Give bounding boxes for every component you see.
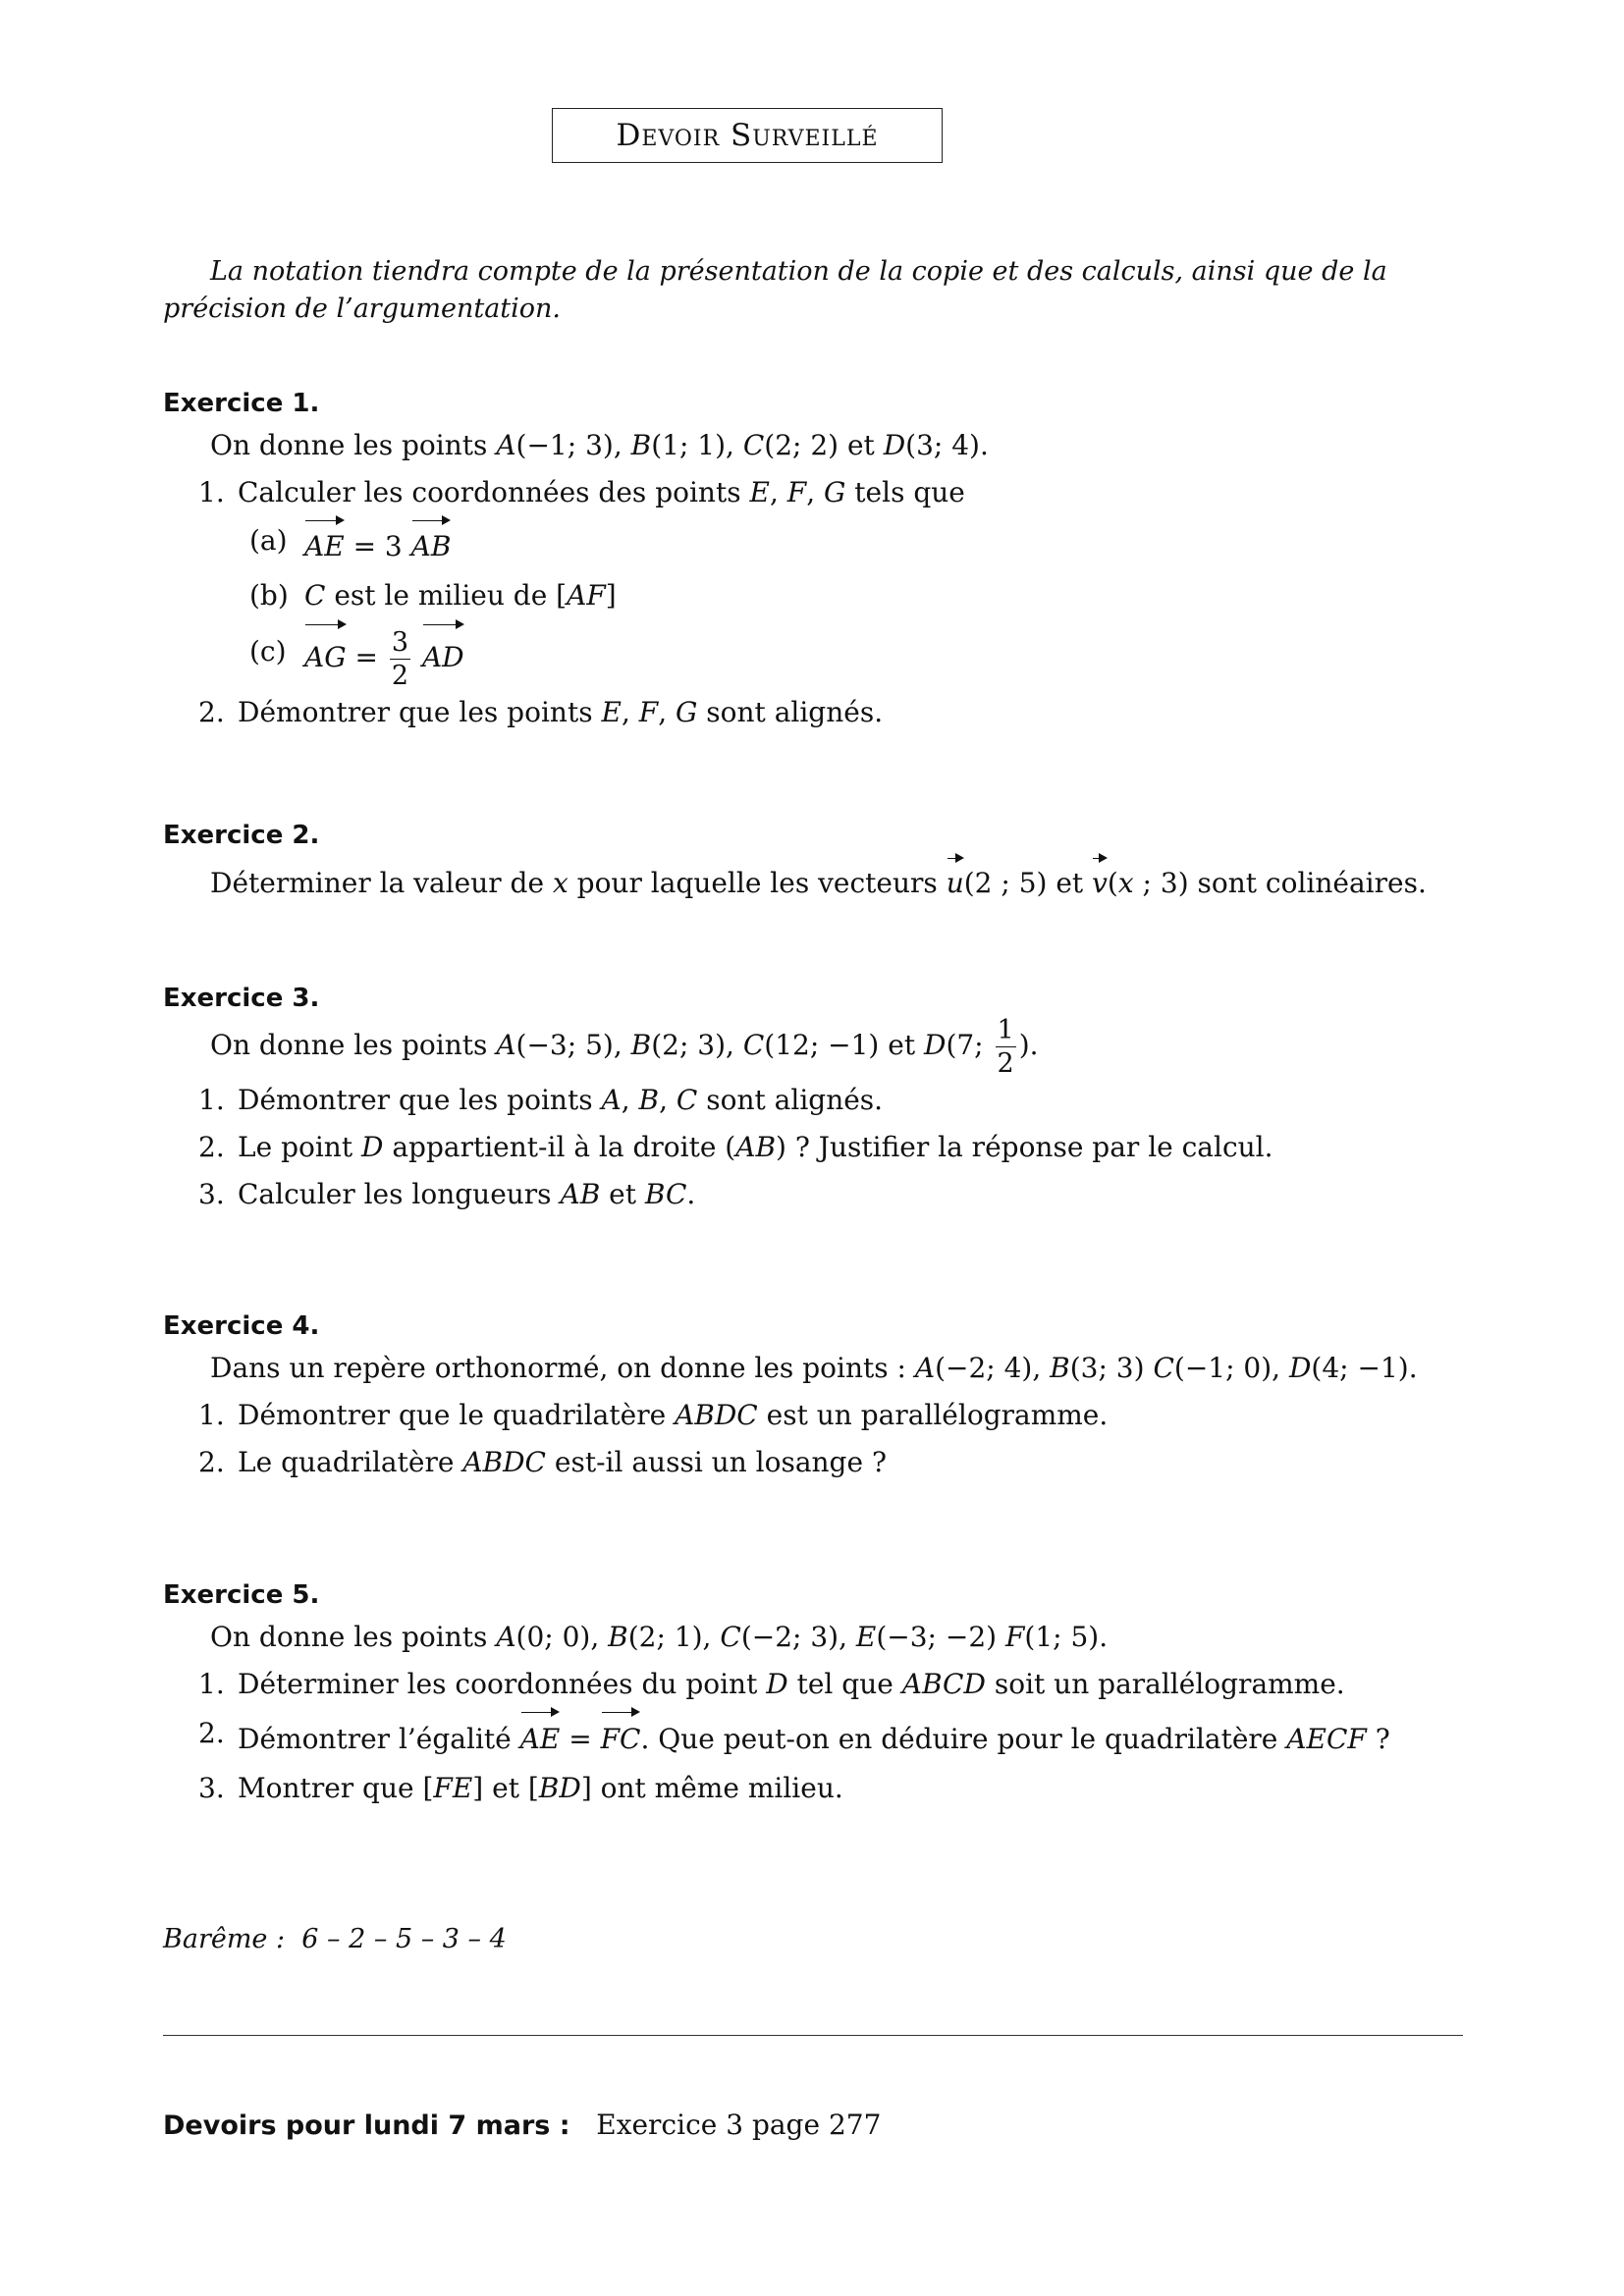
exercise-3-question-3: 3. Calculer les longueurs AB et BC.	[198, 1178, 696, 1210]
exercise-1-given: On donne les points A(−1; 3), B(1; 1), C(2; 2) et D(3; 4).	[210, 429, 989, 461]
page-title: Devoir Surveillé	[552, 108, 943, 163]
exercise-5-given: On donne les points A(0; 0), B(2; 1), C(−2; 3), E(−3; −2) F(1; 5).	[210, 1621, 1109, 1653]
exercise-5	[163, 1576, 1469, 1812]
intro-paragraph: La notation tiendra compte de la présentation de la copie et des calculs, ainsi que de la précision de l’argumentation.	[163, 256, 1387, 324]
exercise-3-given: On donne les points A(−3; 5), B(2; 3), C(12; −1) et D(7; $\frac{1}{2}$ ).	[210, 1015, 1039, 1079]
exercise-2-title: Exercice 2.	[163, 821, 320, 850]
exercise-1-title: Exercice 1.	[163, 389, 320, 418]
bareme	[163, 1924, 507, 1954]
exercise-5-question-3: 3. Montrer que [FE] et [BD] ont même milieu.	[198, 1772, 843, 1804]
homework	[163, 2109, 881, 2141]
exercise-4-question-1: 1. Démontrer que le quadrilatère ABDC est un parallélogramme.	[198, 1399, 1109, 1431]
exercise-2	[163, 817, 1469, 907]
exercise-3-question-1: 1. Démontrer que les points A, B, C sont alignés.	[198, 1084, 884, 1116]
exercise-1-question-1b: (b) C est le milieu de [AF]	[249, 579, 617, 612]
exercise-5-question-1: 1. Déterminer les coordonnées du point D tel que ABCD soit un parallélogramme.	[198, 1668, 1345, 1700]
exercise-1-question-1c: (c) AG = $\frac{3}{2}$ AD	[163, 620, 1469, 689]
exercise-1-question-2: 2. Démontrer que les points E, F, G sont alignés.	[198, 696, 884, 728]
exercise-4	[163, 1308, 1469, 1486]
exercise-1	[163, 385, 1469, 736]
exercise-2-text: Déterminer la valeur de x pour laquelle les vecteurs u(2 ; 5) et v(x ; 3) sont colinéaires.	[163, 854, 1469, 907]
separator-line	[163, 2035, 1463, 2036]
exercise-4-given: Dans un repère orthonormé, on donne les points : A(−2; 4), B(3; 3) C(−1; 0), D(4; −1).	[210, 1352, 1418, 1384]
bareme-values: 6 – 2 – 5 – 3 – 4	[301, 1924, 507, 1954]
bareme-label: Barême :	[163, 1924, 286, 1954]
exercise-4-title: Exercice 4.	[163, 1311, 320, 1341]
exercise-5-question-2: 2. Démontrer l’égalité AE = FC. Que peut-on en déduire pour le quadrilatère AECF ?	[163, 1708, 1469, 1765]
homework-text: Exercice 3 page 277	[596, 2109, 882, 2141]
exercise-1-question-1a: (a) AE = 3 AB	[163, 516, 1469, 571]
exercise-3-title: Exercice 3.	[163, 984, 320, 1013]
exercise-1-question-1: 1. Calculer les coordonnées des points E, F, G tels que	[198, 476, 965, 508]
exercise-3-question-2: 2. Le point D appartient-il à la droite (AB) ? Justifier la réponse par le calcul.	[198, 1131, 1273, 1163]
homework-label: Devoirs pour lundi 7 mars :	[163, 2110, 570, 2141]
exercise-4-question-2: 2. Le quadrilatère ABDC est-il aussi un losange ?	[198, 1446, 887, 1478]
exercise-3	[163, 980, 1469, 1218]
exercise-5-title: Exercice 5.	[163, 1580, 320, 1610]
